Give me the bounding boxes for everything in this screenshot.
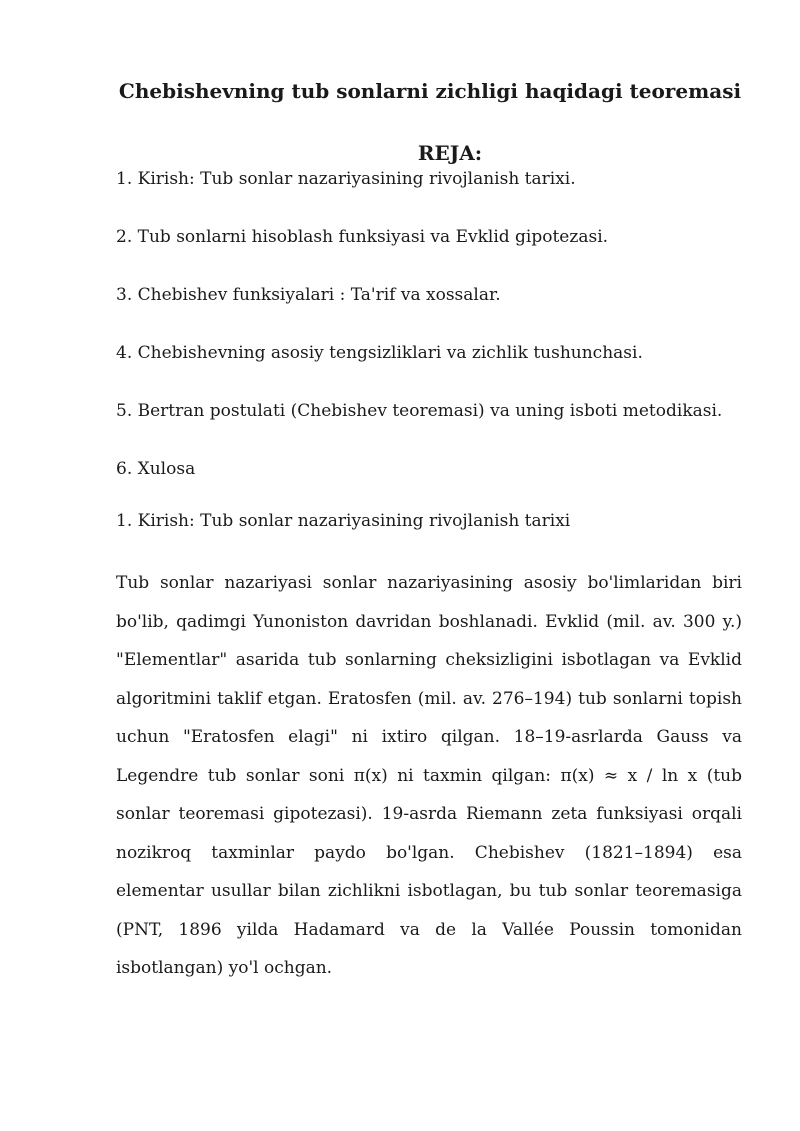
plan-item: 1. Kirish: Tub sonlar nazariyasining rivojlanish tarixi. — [116, 169, 576, 189]
plan-list — [116, 166, 756, 514]
plan-item: 2. Tub sonlarni hisoblash funksiyasi va Evklid gipotezasi. — [116, 227, 609, 247]
plan-item: 6. Xulosa — [116, 459, 196, 479]
plan-heading: REJA: — [417, 141, 483, 165]
document-title: Chebishevning tub sonlarni zichligi haqidagi teoremasi — [118, 79, 742, 103]
section-heading: 1. Kirish: Tub sonlar nazariyasining rivojlanish tarixi — [116, 511, 571, 531]
plan-item: 4. Chebishevning asosiy tengsizliklari va zichlik tushunchasi. — [116, 343, 643, 363]
plan-item: 3. Chebishev funksiyalari : Ta'rif va xossalar. — [116, 285, 501, 305]
body-paragraph: Tub sonlar nazariyasi sonlar nazariyasining asosiy bo'limlaridan biri bo'lib, qadimgi Yunoniston davridan boshlanadi. Evklid (mil. av. 300 y.) "Elementlar" asarida tub sonlarning cheksizligini isbotlagan va Evklid algoritmini taklif etgan. Eratosfen (mil. av. 276–194) tub sonlarni topish uchun "Eratosfen elagi" ni ixtiro qilgan. 18–19-asrlarda Gauss va Legendre tub sonlar soni π(x) ni taxmin qilgan: π(x) ≈ x / ln x (tub sonlar teoremasi gipotezasi). 19-asrda Riemann zeta funksiyasi orqali nozikroq taxminlar paydo bo'lgan. Chebishev (1821–1894) esa elementar usullar bilan zichlikni isbotlagan, bu tub sonlar teoremasiga (PNT, 1896 yilda Hadamard va de la Vallée Poussin tomonidan isbotlangan) yo'l ochgan. — [116, 573, 742, 978]
plan-item: 5. Bertran postulati (Chebishev teoremasi) va uning isboti metodikasi. — [116, 401, 723, 421]
